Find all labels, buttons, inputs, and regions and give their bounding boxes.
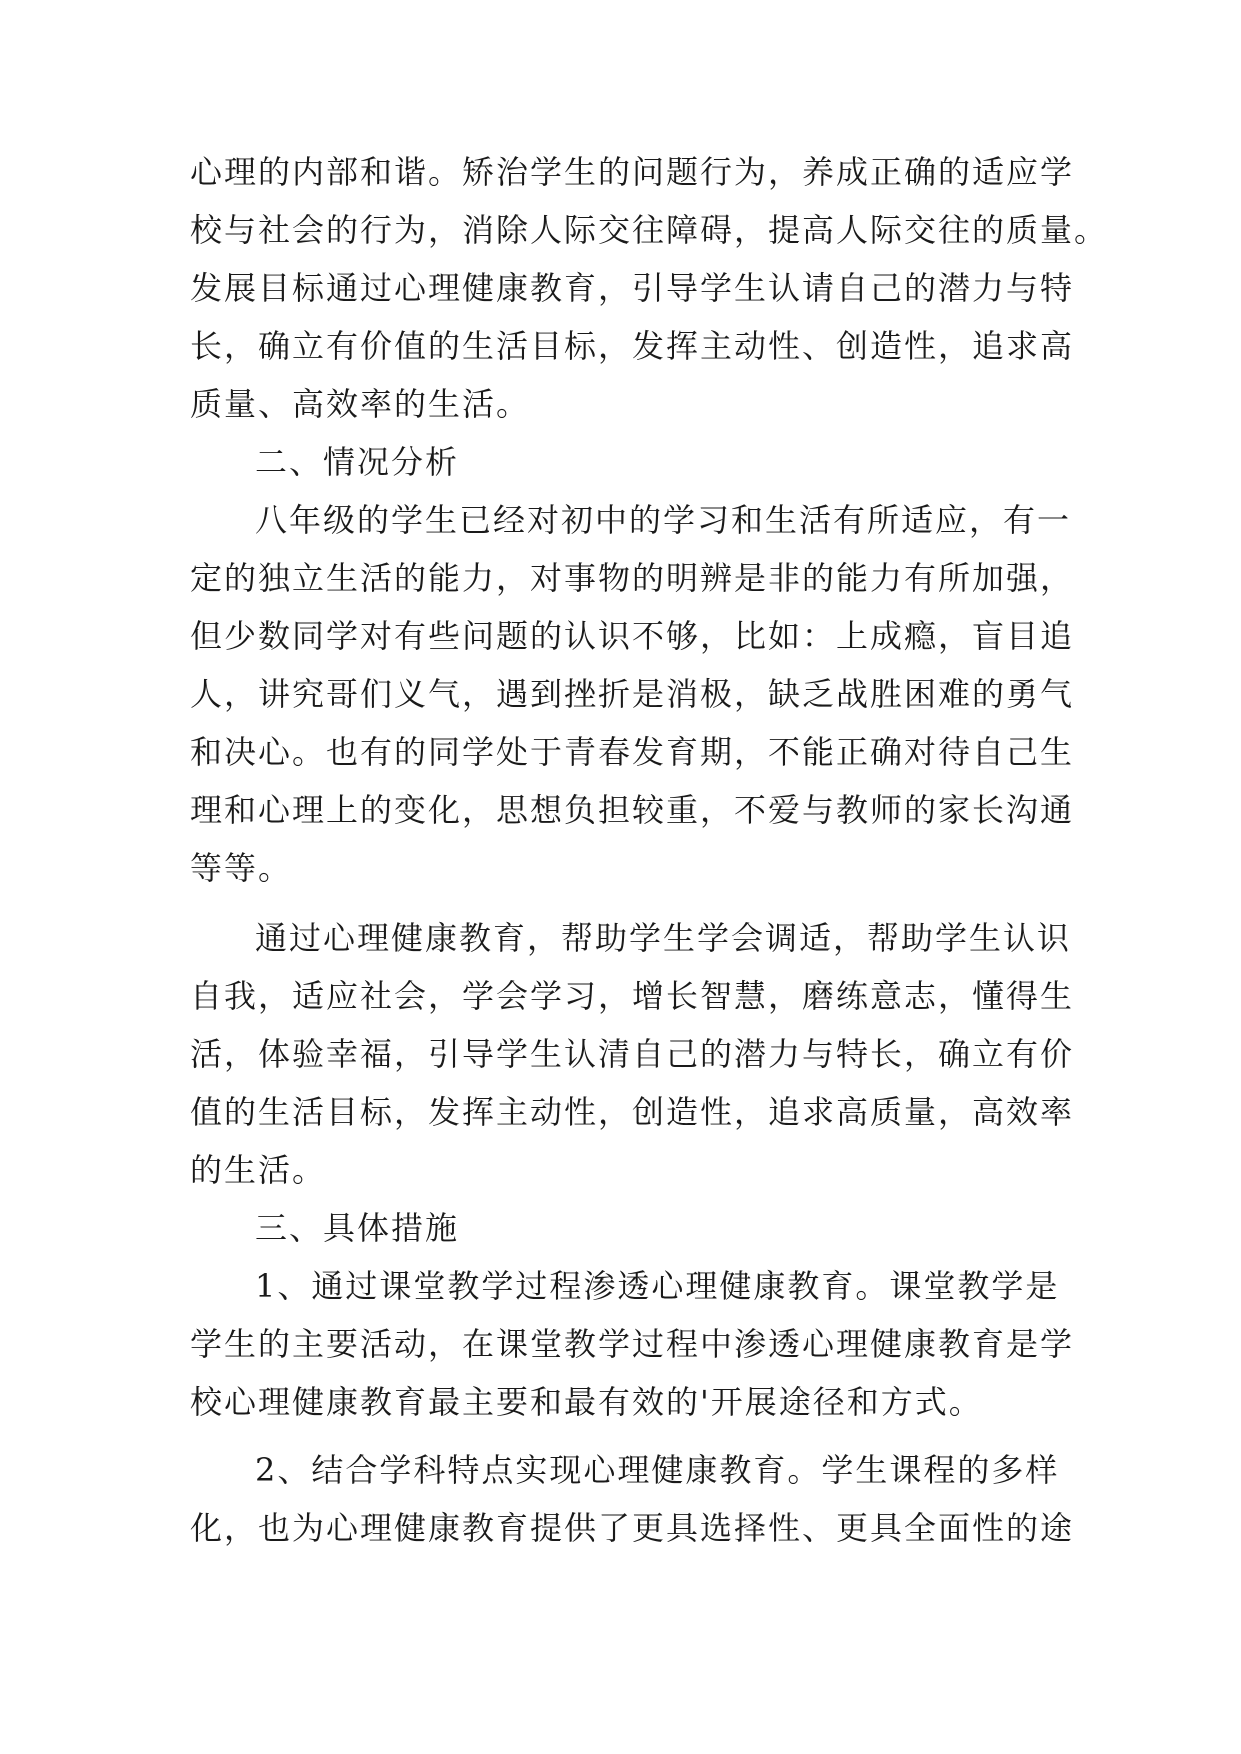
text-line: 校与社会的行为，消除人际交往障碍，提高人际交往的质量。: [190, 211, 1109, 249]
text-line: 自我，适应社会，学会学习，增长智慧，磨练意志，懂得生: [190, 977, 1075, 1015]
text-line: 人，讲究哥们义气，遇到挫折是消极，缺乏战胜困难的勇气: [190, 675, 1075, 713]
text-line: 长，确立有价值的生活目标，发挥主动性、创造性，追求高: [190, 327, 1075, 365]
text-line: 和决心。也有的同学处于青春发育期，不能正确对待自己生: [190, 733, 1075, 771]
text-line: 理和心理上的变化，思想负担较重，不爱与教师的家长沟通: [190, 791, 1075, 829]
text-line: 化，也为心理健康教育提供了更具选择性、更具全面性的途: [190, 1509, 1075, 1547]
text-line: 活，体验幸福，引导学生认清自己的潜力与特长，确立有价: [190, 1035, 1075, 1073]
text-line: 质量、高效率的生活。: [190, 385, 531, 423]
text-line: 1、通过课堂教学过程渗透心理健康教育。课堂教学是: [255, 1267, 1060, 1305]
text-line: 等等。: [190, 849, 293, 887]
text-line: 通过心理健康教育，帮助学生学会调适，帮助学生认识: [255, 919, 1072, 957]
text-line: 校心理健康教育最主要和最有效的'开展途径和方式。: [190, 1383, 983, 1421]
text-line: 学生的主要活动，在课堂教学过程中渗透心理健康教育是学: [190, 1325, 1075, 1363]
text-line: 的生活。: [190, 1151, 327, 1189]
section-heading: 二、情况分析: [255, 443, 460, 481]
text-line: 发展目标通过心理健康教育，引导学生认请自己的潜力与特: [190, 269, 1075, 307]
section-heading: 三、具体措施: [255, 1209, 460, 1247]
text-line: 定的独立生活的能力，对事物的明辨是非的能力有所加强，: [190, 559, 1075, 597]
text-line: 八年级的学生已经对初中的学习和生活有所适应，有一: [255, 501, 1072, 539]
text-line: 心理的内部和谐。矫治学生的问题行为，养成正确的适应学: [190, 153, 1075, 191]
text-line: 值的生活目标，发挥主动性，创造性，追求高质量，高效率: [190, 1093, 1075, 1131]
text-line: 但少数同学对有些问题的认识不够，比如：上成瘾，盲目追: [190, 617, 1075, 655]
text-line: 2、结合学科特点实现心理健康教育。学生课程的多样: [255, 1451, 1060, 1489]
